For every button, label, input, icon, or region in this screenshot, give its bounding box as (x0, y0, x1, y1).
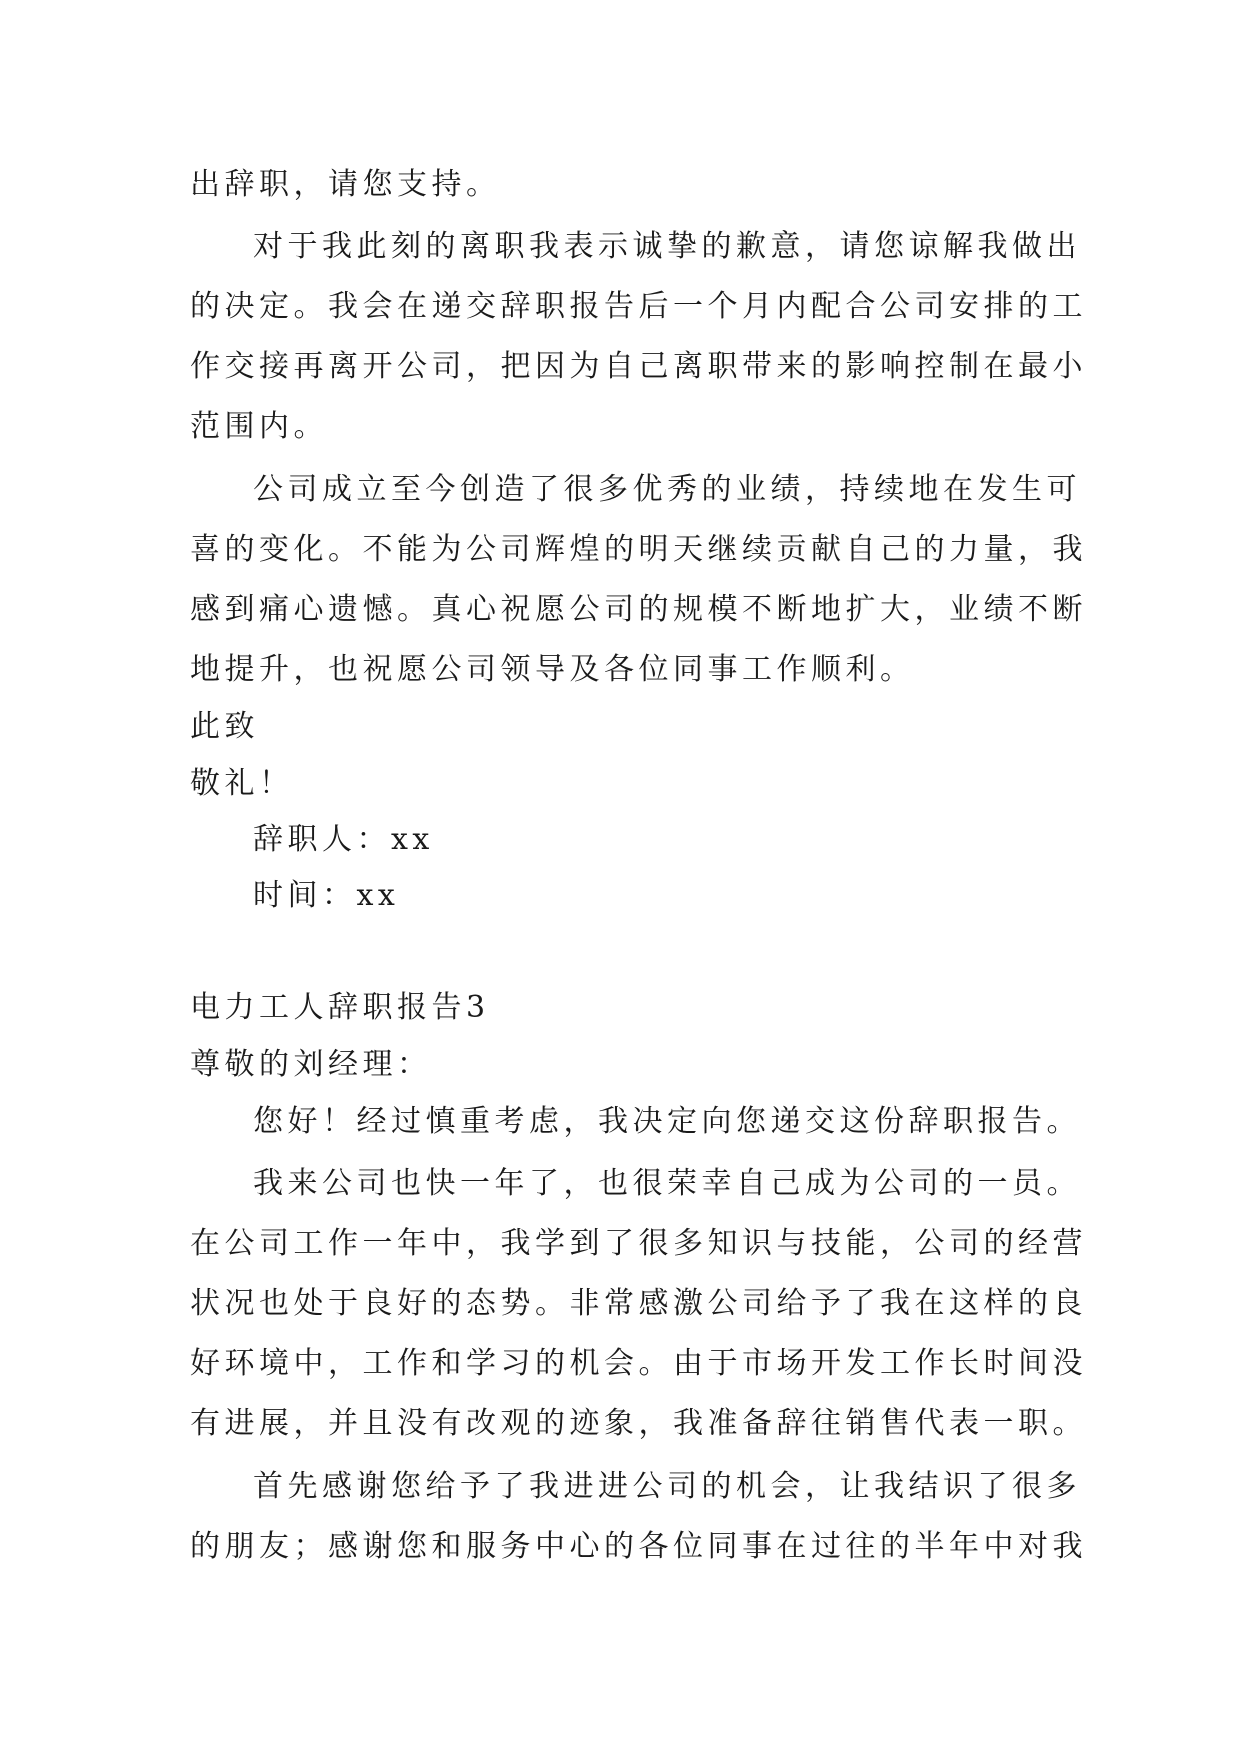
paragraph-line: 作交接再离开公司，把因为自己离职带来的影响控制在最小 (190, 349, 1087, 384)
paragraph-line: 的朋友；感谢您和服务中心的各位同事在过往的半年中对我 (190, 1529, 1087, 1564)
paragraph-line: 感到痛心遗憾。真心祝愿公司的规模不断地扩大，业绩不断 (190, 592, 1087, 627)
date-line: 时间：xx (253, 878, 400, 913)
signer-line: 辞职人：xx (253, 822, 434, 857)
paragraph-line: 公司成立至今创造了很多优秀的业绩，持续地在发生可 (253, 472, 1081, 507)
paragraph-line: 的决定。我会在递交辞职报告后一个月内配合公司安排的工 (190, 289, 1087, 324)
paragraph-line: 出辞职，请您支持。 (190, 167, 501, 202)
paragraph-line: 在公司工作一年中，我学到了很多知识与技能，公司的经营 (190, 1226, 1087, 1261)
paragraph-line: 地提升，也祝愿公司领导及各位同事工作顺利。 (190, 652, 915, 687)
paragraph-line: 范围内。 (190, 409, 328, 444)
paragraph-line: 喜的变化。不能为公司辉煌的明天继续贡献自己的力量，我 (190, 532, 1087, 567)
paragraph-line: 首先感谢您给予了我进进公司的机会，让我结识了很多 (253, 1469, 1081, 1504)
closing-line: 此致 (190, 709, 259, 744)
paragraph-line: 对于我此刻的离职我表示诚挚的歉意，请您谅解我做出 (253, 229, 1081, 264)
paragraph-line: 状况也处于良好的态势。非常感激公司给予了我在这样的良 (190, 1286, 1087, 1321)
section-title: 电力工人辞职报告3 (190, 990, 490, 1025)
paragraph-line: 有进展，并且没有改观的迹象，我准备辞往销售代表一职。 (190, 1406, 1087, 1441)
paragraph-line: 好环境中，工作和学习的机会。由于市场开发工作长时间没 (190, 1346, 1087, 1381)
closing-salutation: 敬礼！ (190, 766, 294, 801)
greeting-line: 尊敬的刘经理： (190, 1047, 432, 1082)
paragraph-line: 我来公司也快一年了，也很荣幸自己成为公司的一员。 (253, 1166, 1081, 1201)
paragraph-line: 您好！经过慎重考虑，我决定向您递交这份辞职报告。 (253, 1104, 1081, 1139)
